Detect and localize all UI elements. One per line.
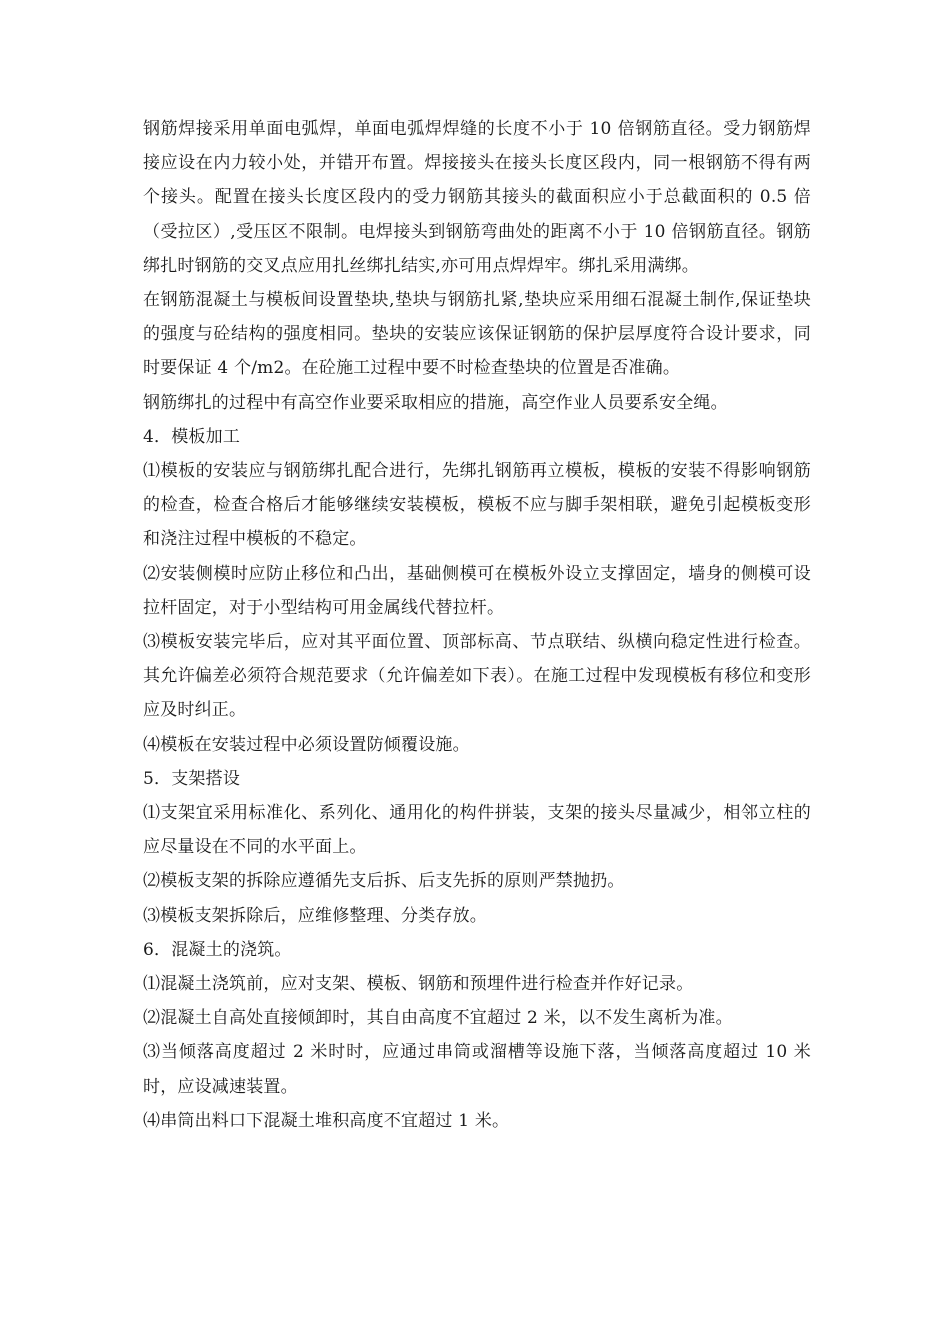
paragraph-formwork-4: ⑷模板在安装过程中必须设置防倾覆设施。: [143, 734, 470, 755]
paragraph-formwork-1: ⑴模板的安装应与钢筋绑扎配合进行，先绑扎钢筋再立模板，模板的安装不得影响钢筋的检查，检查合格后才能够继续安装模板，模板不应与脚手架相联，避免引起模板变形和浇注过程中模板的不稳定。: [143, 461, 811, 550]
paragraph-concrete-3: ⑶当倾落高度超过 2 米时时，应通过串筒或溜槽等设施下落，当倾落高度超过 10 米时，应设减速装置。: [143, 1042, 811, 1097]
paragraph-formwork-3: ⑶模板安装完毕后，应对其平面位置、顶部标高、节点联结、纵横向稳定性进行检查。其允许偏差必须符合规范要求（允许偏差如下表）。在施工过程中发现模板有移位和变形应及时纠正。: [143, 632, 811, 721]
paragraph-formwork-2: ⑵安装侧模时应防止移位和凸出，基础侧模可在模板外设立支撑固定，墙身的侧模可设拉杆固定，对于小型结构可用金属线代替拉杆。: [143, 563, 811, 618]
paragraph-scaffold-3: ⑶模板支架拆除后，应维修整理、分类存放。: [143, 905, 487, 926]
paragraph-concrete-4: ⑷串筒出料口下混凝土堆积高度不宜超过 1 米。: [143, 1110, 510, 1131]
paragraph-concrete-2: ⑵混凝土自高处直接倾卸时，其自由高度不宜超过 2 米，以不发生离析为准。: [143, 1008, 733, 1029]
paragraph-concrete-1: ⑴混凝土浇筑前，应对支架、模板、钢筋和预埋件进行检查并作好记录。: [143, 974, 694, 995]
paragraph-scaffold-1: ⑴支架宜采用标准化、系列化、通用化的构件拼装，支架的接头尽量减少，相邻立柱的应尽量设在不同的水平面上。: [143, 803, 811, 858]
section-heading-formwork: 4．模板加工: [143, 426, 241, 447]
paragraph-scaffold-2: ⑵模板支架的拆除应遵循先支后拆、后支先拆的原则严禁抛扔。: [143, 871, 625, 892]
section-heading-concrete: 6．混凝土的浇筑。: [143, 939, 292, 960]
section-heading-scaffold: 5．支架搭设: [143, 768, 241, 789]
paragraph-spacer-blocks: 在钢筋混凝土与模板间设置垫块,垫块与钢筋扎紧,垫块应采用细石混凝土制作,保证垫块的强度与砼结构的强度相同。垫块的安装应该保证钢筋的保护层厚度符合设计要求，同时要保证 4 个/m2。在砼施工过程中要不时检查垫块的位置是否准确。: [143, 290, 811, 379]
paragraph-rebar-welding: 钢筋焊接采用单面电弧焊，单面电弧焊焊缝的长度不小于 10 倍钢筋直径。受力钢筋焊接应设在内力较小处，并错开布置。焊接接头在接头长度区段内，同一根钢筋不得有两个接头。配置在接头长度区段内的受力钢筋其接头的截面积应小于总截面积的 0.5 倍（受拉区）,受压区不限制。电焊接头到钢筋弯曲处的距离不小于 10 倍钢筋直径。钢筋绑扎时钢筋的交叉点应用扎丝绑扎结实,亦可用点焊焊牢。绑扎采用满绑。: [143, 119, 811, 276]
paragraph-safety-rope: 钢筋绑扎的过程中有高空作业要采取相应的措施，高空作业人员要系安全绳。: [143, 392, 728, 413]
document-body: [143, 112, 811, 1138]
